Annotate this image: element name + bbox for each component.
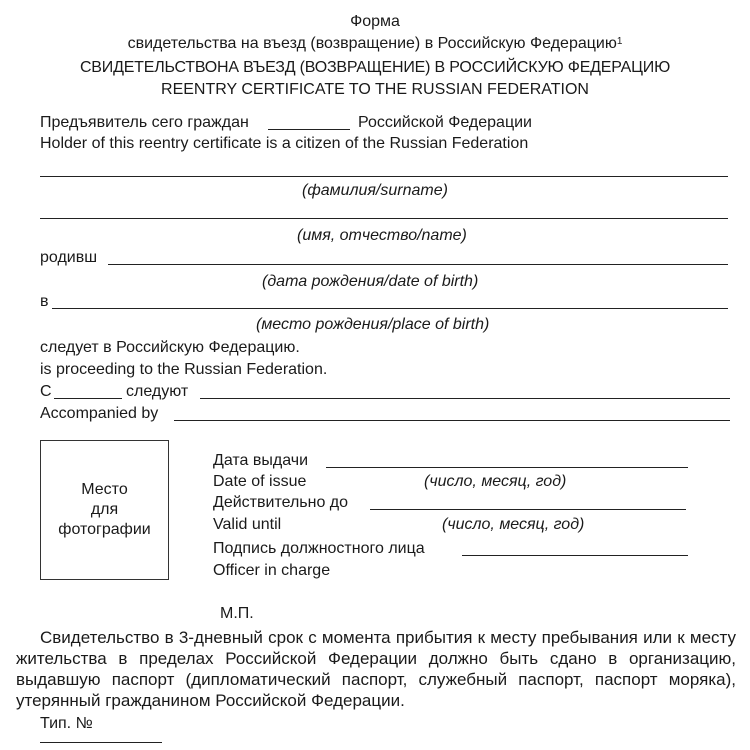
pob-line[interactable] — [52, 308, 728, 309]
form-subtitle-text: свидетельства на въезд (возвращение) в Российскую Федерацию — [127, 35, 617, 52]
surname-line[interactable] — [40, 176, 728, 177]
valid-until-en: Valid until — [213, 516, 282, 533]
born-label: родивш — [40, 249, 98, 266]
officer-signature-line[interactable] — [462, 555, 688, 556]
follow-label: следуют — [126, 383, 189, 400]
officer-signature-en: Officer in charge — [213, 562, 331, 579]
name-caption: (имя, отчество/name) — [297, 227, 467, 244]
companions-line[interactable] — [200, 398, 730, 399]
form-subtitle — [0, 34, 750, 53]
return-instructions — [16, 627, 736, 711]
issue-date-en: Date of issue — [213, 473, 307, 490]
accompanied-line[interactable] — [174, 420, 730, 421]
proceeding-ru: следует в Российскую Федерацию. — [40, 339, 300, 356]
holder-en: Holder of this reentry certificate is a citizen of the Russian Federation — [40, 135, 529, 152]
in-label: в — [40, 293, 49, 310]
photo-label — [58, 480, 150, 540]
issue-date-hint: (число, месяц, год) — [424, 473, 567, 490]
photo-label-line-1: Место — [81, 481, 128, 498]
with-label: С — [40, 383, 52, 400]
stamp-place: М.П. — [220, 605, 254, 622]
citizenship-suffix-line[interactable] — [268, 129, 350, 130]
issue-date-line[interactable] — [326, 467, 688, 468]
valid-until-ru: Действительно до — [213, 494, 349, 511]
return-instructions-text: Свидетельство в 3-дневный срок с момента прибытия к месту пребывания или к месту жительства в пределах Российской Федерации должно быть сдано в организацию, выдавшую паспорт (дипломатический паспорт, служебный паспорт, паспорт моряка), утерянный гражданином Российской Федерации. — [16, 628, 736, 710]
name-line[interactable] — [40, 218, 728, 219]
photo-label-line-3: фотографии — [58, 521, 151, 538]
accompanied-label: Accompanied by — [40, 405, 159, 422]
holder-ru-suffix: Российской Федерации — [358, 114, 532, 131]
officer-signature-ru: Подпись должностного лица — [213, 540, 425, 557]
footnote-rule — [40, 742, 162, 743]
footnote-marker: 1 — [616, 36, 623, 47]
print-number: Тип. № — [40, 715, 93, 732]
photo-label-line-2: для — [90, 501, 119, 518]
valid-until-hint: (число, месяц, год) — [442, 516, 585, 533]
holder-ru-prefix: Предъявитель сего граждан — [40, 114, 249, 131]
dob-line[interactable] — [108, 264, 728, 265]
dob-caption: (дата рождения/date of birth) — [262, 273, 479, 290]
pob-caption: (место рождения/place of birth) — [256, 316, 490, 333]
valid-until-line[interactable] — [370, 509, 686, 510]
companions-count-line[interactable] — [54, 398, 122, 399]
proceeding-en: is proceeding to the Russian Federation. — [40, 361, 328, 378]
issue-date-ru: Дата выдачи — [213, 452, 309, 469]
form-title-en: REENTRY CERTIFICATE TO THE RUSSIAN FEDERATION — [161, 81, 589, 98]
form-label: Форма — [350, 13, 400, 30]
photo-placeholder[interactable] — [40, 440, 169, 580]
form-title-ru: СВИДЕТЕЛЬСТВОНА ВЪЕЗД (ВОЗВРАЩЕНИЕ) В РОССИЙСКУЮ ФЕДЕРАЦИЮ — [79, 59, 671, 76]
surname-caption: (фамилия/surname) — [302, 182, 448, 199]
